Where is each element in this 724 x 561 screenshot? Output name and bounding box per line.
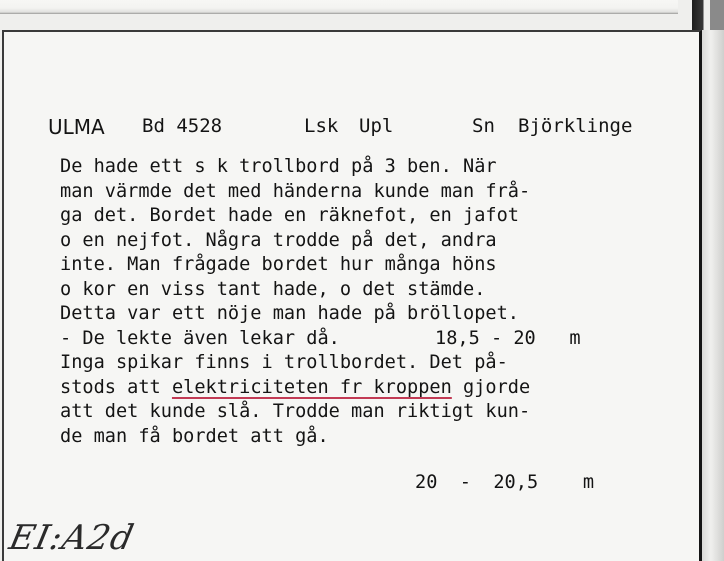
parish-value: Björklinge xyxy=(518,115,633,137)
text-line: Detta var ett nöje man hade på bröllopet. xyxy=(60,303,519,324)
text-line: de man få bordet att gå. xyxy=(60,425,329,447)
text-segment: - De lekte även lekar då. xyxy=(60,327,340,349)
text-segment: stods att xyxy=(60,376,161,398)
card-body-text xyxy=(60,155,660,449)
underlined-phrase: elektriciteten fr kroppen xyxy=(171,376,452,398)
province-value: Upl xyxy=(359,115,394,137)
text-line: ga det. Bordet hade en räknefot, en jafot xyxy=(60,205,519,226)
text-line: man värmde det med händerna kunde man frå- xyxy=(60,180,531,202)
range-measure-2: 20 - 20,5 m xyxy=(415,472,595,493)
parish-label: Sn xyxy=(472,115,495,137)
reference-number: Bd 4528 xyxy=(142,115,223,137)
text-line: De hade ett s k trollbord på 3 ben. När xyxy=(60,156,497,177)
text-line: inte. Man frågade bordet hur många höns xyxy=(60,254,497,275)
text-line: o en nejfot. Några trodde på det, andra xyxy=(60,229,497,251)
text-line: Inga spikar finns i trollbordet. Det på- xyxy=(60,352,508,373)
top-strip xyxy=(0,0,724,14)
text-line-underlined xyxy=(60,376,660,401)
text-segment: gjorde xyxy=(463,376,531,398)
right-edge-shadow xyxy=(702,30,724,561)
text-line-with-range xyxy=(60,327,660,352)
province-label: Lsk xyxy=(304,115,339,137)
text-line: o kor en viss tant hade, o det stämde. xyxy=(60,278,486,300)
archive-name: ULMA xyxy=(48,115,105,139)
handwritten-classification-code: EI:A2d xyxy=(5,518,138,558)
card-header xyxy=(48,115,678,145)
text-line: att det kunde slå. Trodde man riktigt kun- xyxy=(60,401,531,422)
range-measure-1: 18,5 - 20 m xyxy=(435,327,581,349)
